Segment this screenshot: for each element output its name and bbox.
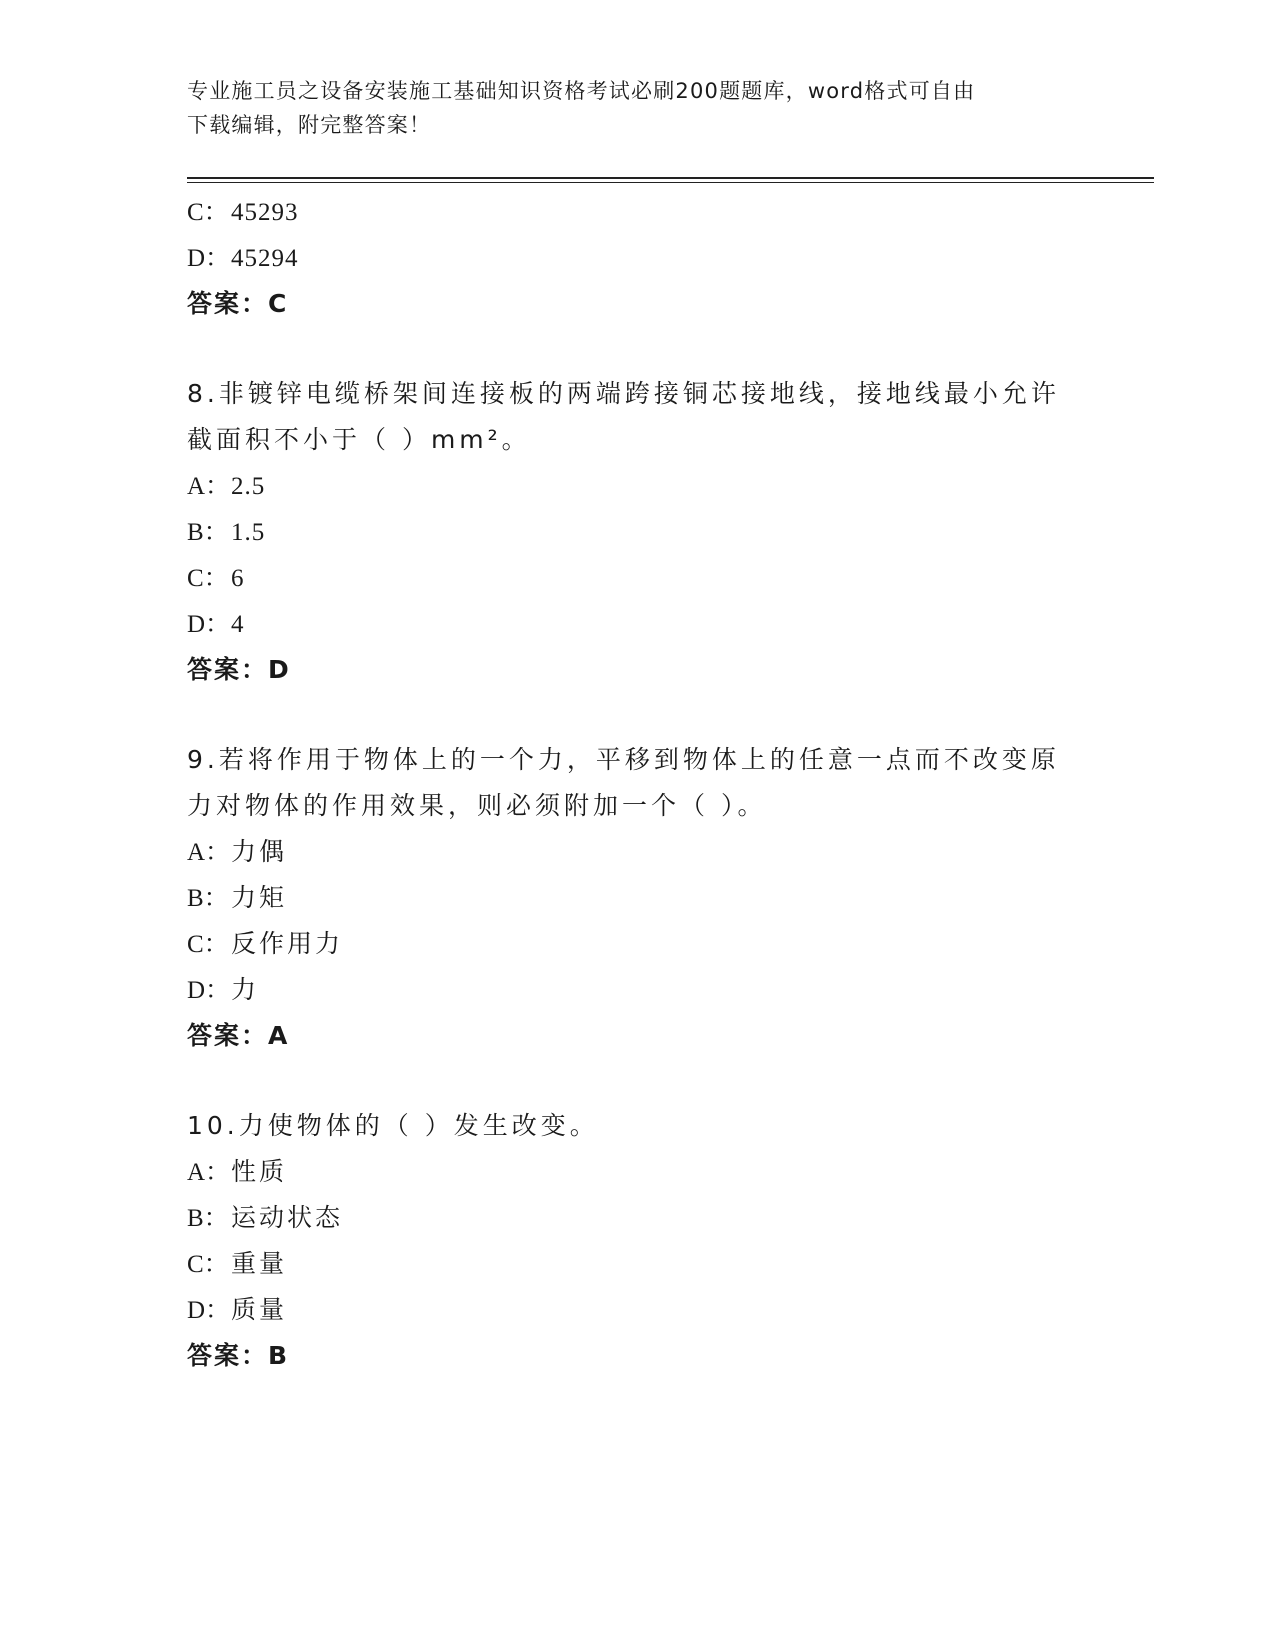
spacer bbox=[187, 693, 1087, 737]
header-title-line-2: 下载编辑，附完整答案！ bbox=[187, 113, 432, 137]
option-value: 质量 bbox=[231, 1295, 288, 1324]
option-a bbox=[187, 829, 1087, 875]
spacer bbox=[187, 1059, 1087, 1103]
header-divider-thin bbox=[187, 182, 1154, 183]
option-b bbox=[187, 875, 1087, 921]
question-list bbox=[187, 189, 1087, 1379]
question-9 bbox=[187, 737, 1087, 1059]
question-stem-line-2: 截面积不小于（ ）mm²。 bbox=[187, 425, 531, 454]
option-b bbox=[187, 509, 1087, 555]
spacer bbox=[187, 327, 1087, 371]
question-stem-line-1: 10.力使物体的（ ）发生改变。 bbox=[187, 1111, 599, 1140]
option-d bbox=[187, 1287, 1087, 1333]
option-key: C： bbox=[187, 1251, 229, 1278]
option-value: 45294 bbox=[231, 245, 299, 272]
option-value: 力 bbox=[231, 975, 260, 1004]
option-b bbox=[187, 1195, 1087, 1241]
option-value: 6 bbox=[231, 565, 245, 592]
option-d bbox=[187, 235, 1087, 281]
option-key: A： bbox=[187, 839, 231, 866]
option-d bbox=[187, 601, 1087, 647]
option-d bbox=[187, 967, 1087, 1013]
option-c bbox=[187, 1241, 1087, 1287]
question-stem-line-1: 8.非镀锌电缆桥架间连接板的两端跨接铜芯接地线，接地线最小允许 bbox=[187, 379, 1060, 408]
option-key: D： bbox=[187, 245, 231, 272]
option-value: 力矩 bbox=[231, 883, 288, 912]
question-10 bbox=[187, 1103, 1087, 1379]
option-value: 45293 bbox=[231, 199, 299, 226]
option-value: 力偶 bbox=[231, 837, 288, 866]
option-value: 重量 bbox=[231, 1249, 288, 1278]
question-8 bbox=[187, 371, 1087, 693]
option-value: 2.5 bbox=[231, 473, 266, 500]
question-stem-line-1: 9.若将作用于物体上的一个力，平移到物体上的任意一点而不改变原 bbox=[187, 745, 1060, 774]
option-key: A： bbox=[187, 1159, 231, 1186]
option-key: C： bbox=[187, 565, 229, 592]
option-key: B： bbox=[187, 885, 229, 912]
option-key: D： bbox=[187, 1297, 231, 1324]
option-c bbox=[187, 921, 1087, 967]
option-value: 1.5 bbox=[231, 519, 266, 546]
option-key: C： bbox=[187, 199, 229, 226]
option-key: A： bbox=[187, 473, 231, 500]
option-value: 4 bbox=[231, 611, 245, 638]
option-key: D： bbox=[187, 977, 231, 1004]
option-key: D： bbox=[187, 611, 231, 638]
question-stem-line-2: 力对物体的作用效果，则必须附加一个（ ）。 bbox=[187, 791, 767, 820]
header-divider-thick bbox=[187, 177, 1154, 179]
question-7-continuation bbox=[187, 189, 1087, 327]
header-title-line-1: 专业施工员之设备安装施工基础知识资格考试必刷200题题库，word格式可自由 bbox=[187, 79, 976, 103]
option-c bbox=[187, 555, 1087, 601]
answer-line: 答案：D bbox=[187, 655, 291, 684]
option-value: 性质 bbox=[231, 1157, 288, 1186]
answer-line: 答案：B bbox=[187, 1341, 290, 1370]
option-key: C： bbox=[187, 931, 229, 958]
option-a bbox=[187, 1149, 1087, 1195]
document-header bbox=[187, 74, 1067, 142]
option-key: B： bbox=[187, 1205, 229, 1232]
answer-line: 答案：A bbox=[187, 1021, 290, 1050]
option-key: B： bbox=[187, 519, 229, 546]
option-value: 反作用力 bbox=[231, 929, 344, 958]
option-a bbox=[187, 463, 1087, 509]
option-c bbox=[187, 189, 1087, 235]
answer-line: 答案：C bbox=[187, 289, 289, 318]
option-value: 运动状态 bbox=[231, 1203, 344, 1232]
